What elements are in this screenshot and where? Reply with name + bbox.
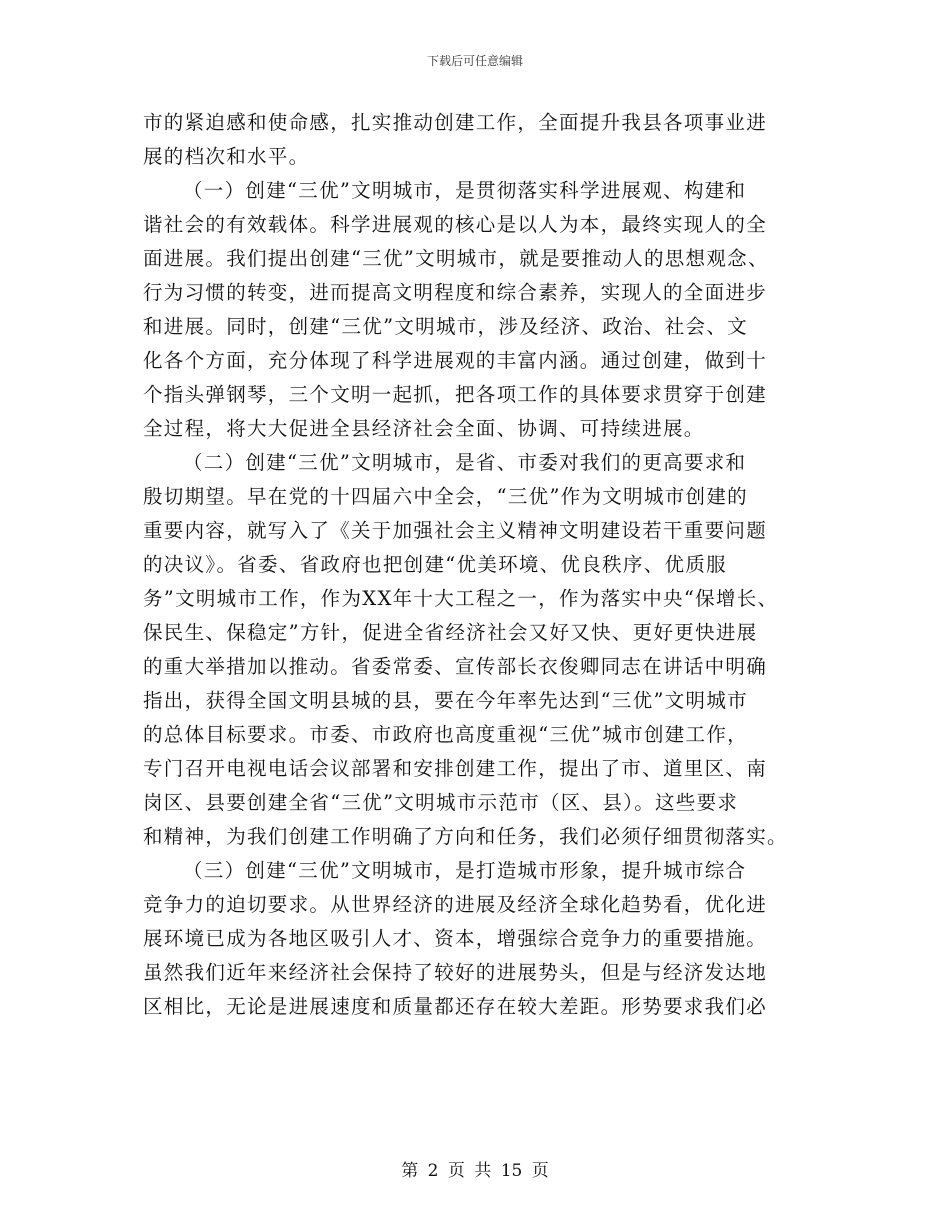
body-line: （三）创建“三优”文明城市，是打造城市形象，提升城市综合 [183, 859, 747, 882]
body-line: 的决议》。省委、省政府也把创建“优美环境、优良秩序、优质服 [143, 553, 727, 576]
document-body [143, 106, 815, 1024]
body-line: 化各个方面，充分体现了科学进展观的丰富内涵。通过创建，做到十 [143, 349, 768, 372]
body-line: 面进展。我们提出创建“三优”文明城市，就是要推动人的思想观念、 [143, 247, 769, 270]
page-header: 下载后可任意编辑 [426, 54, 523, 68]
body-line: 谐社会的有效载体。科学进展观的核心是以人为本，最终实现人的全 [143, 213, 768, 236]
body-line: 展环境已成为各地区吸引人才、资本，增强综合竞争力的重要措施。 [143, 927, 768, 950]
body-line: 的重大举措加以推动。省委常委、宣传部长衣俊卿同志在讲话中明确 [143, 655, 768, 678]
body-line: 虽然我们近年来经济社会保持了较好的进展势头，但是与经济发达地 [143, 961, 768, 984]
body-line: 个指头弹钢琴，三个文明一起抓，把各项工作的具体要求贯穿于创建 [143, 383, 768, 406]
body-line: 务”文明城市工作，作为XX年十大工程之一，作为落实中央“保增长、 [143, 587, 779, 610]
body-line: 展的档次和水平。 [143, 145, 310, 168]
body-line: 全过程，将大大促进全县经济社会全面、协调、可持续进展。 [143, 417, 705, 440]
body-line: 区相比，无论是进展速度和质量都还存在较大差距。形势要求我们必 [143, 995, 768, 1018]
body-line: 市的紧迫感和使命感，扎实推动创建工作，全面提升我县各项事业进 [143, 111, 768, 134]
body-line: 竞争力的迫切要求。从世界经济的进展及经济全球化趋势看，优化进 [143, 893, 768, 916]
body-line: （二）创建“三优”文明城市，是省、市委对我们的更高要求和 [183, 451, 747, 474]
body-line: 殷切期望。早在党的十四届六中全会，“三优”作为文明城市创建的 [143, 485, 748, 508]
body-line: 指出，获得全国文明县城的县，要在今年率先达到“三优”文明城市 [143, 689, 748, 712]
body-line: 的总体目标要求。市委、市政府也高度重视“三优”城市创建工作， [143, 723, 748, 746]
page-footer: 第 2 页 共 15 页 [401, 1161, 549, 1181]
body-line: 专门召开电视电话会议部署和安排创建工作，提出了市、道里区、南 [143, 757, 768, 780]
body-line: 保民生、保稳定”方针，促进全省经济社会又好又快、更好更快进展 [143, 621, 758, 644]
body-line: 岗区、县要创建全省“三优”文明城市示范市（区、县）。这些要求 [143, 791, 739, 814]
body-line: （一）创建“三优”文明城市，是贯彻落实科学进展观、构建和 [183, 179, 747, 202]
body-line: 和精神，为我们创建工作明确了方向和任务，我们必须仔细贯彻落实。 [143, 825, 788, 848]
body-line: 和进展。同时，创建“三优”文明城市，涉及经济、政治、社会、文 [143, 315, 748, 338]
body-line: 重要内容，就写入了《关于加强社会主义精神文明建设若干重要问题 [143, 519, 768, 542]
body-line: 行为习惯的转变，进而提高文明程度和综合素养，实现人的全面进步 [143, 281, 768, 304]
